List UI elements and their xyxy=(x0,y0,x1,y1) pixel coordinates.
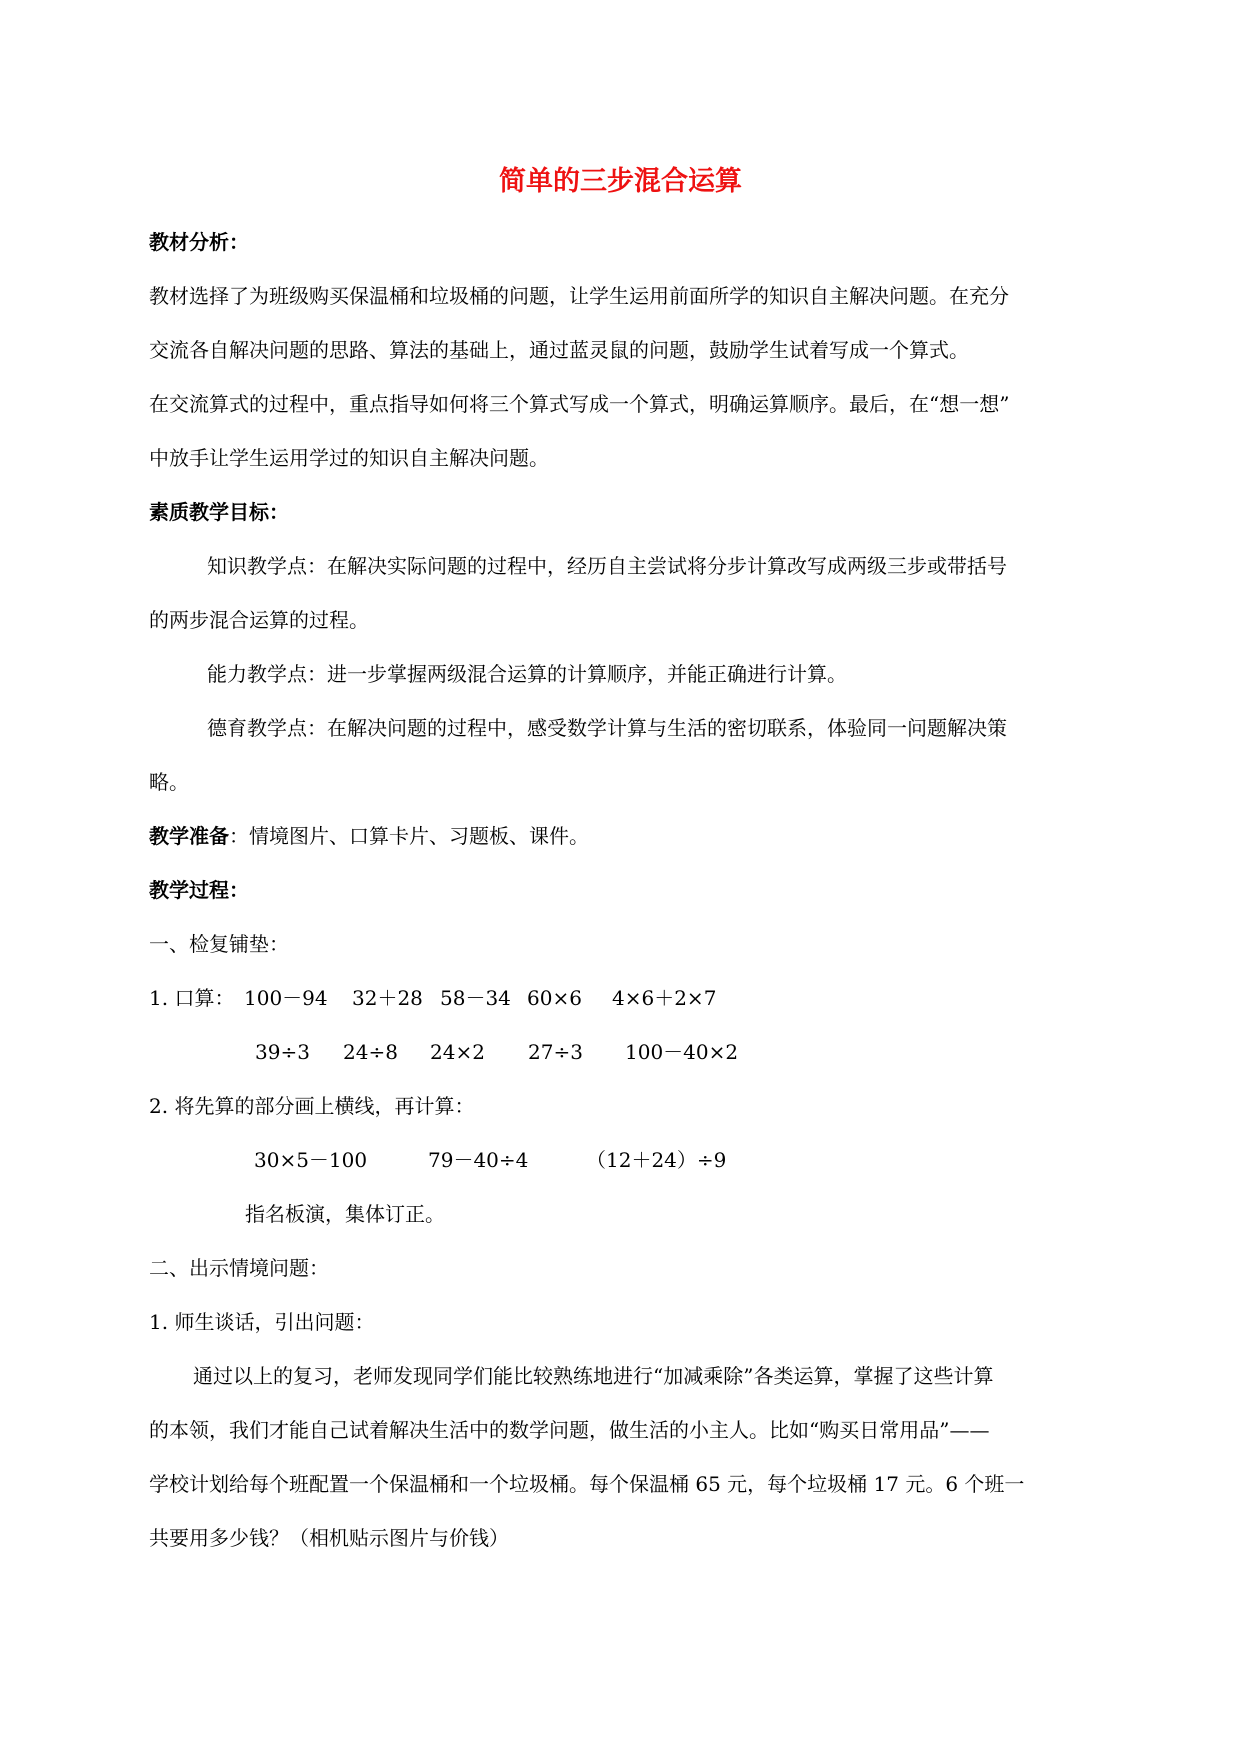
oral-calc-label: 1. 口算： xyxy=(149,986,235,1010)
process-heading: 教学过程： xyxy=(149,878,249,902)
math-expression: 27÷3 xyxy=(528,1040,583,1064)
prep-text: ：情境图片、口算卡片、习题板、课件。 xyxy=(229,824,589,848)
dialogue-label: 1. 师生谈话，引出问题： xyxy=(149,1310,375,1334)
goal-moral-line: 德育教学点：在解决问题的过程中，感受数学计算与生活的密切联系，体验同一问题解决策 xyxy=(207,716,1007,740)
paragraph-line: 共要用多少钱？（相机贴示图片与价钱） xyxy=(149,1526,509,1550)
underline-task-label: 2. 将先算的部分画上横线，再计算： xyxy=(149,1094,475,1118)
math-expression: 39÷3 xyxy=(255,1040,310,1064)
section-1-heading: 一、检复铺垫： xyxy=(149,932,289,956)
math-expression: 100－40×2 xyxy=(625,1040,739,1064)
prep-label: 教学准备 xyxy=(149,824,229,848)
prep-line xyxy=(149,822,589,850)
goal-moral-line: 略。 xyxy=(149,770,189,794)
board-note: 指名板演，集体订正。 xyxy=(245,1202,445,1226)
math-expression: 79－40÷4 xyxy=(428,1148,529,1172)
analysis-line: 交流各自解决问题的思路、算法的基础上，通过蓝灵鼠的问题，鼓励学生试着写成一个算式。 xyxy=(149,338,969,362)
math-expression: 30×5－100 xyxy=(254,1148,368,1172)
math-expression: 24÷8 xyxy=(343,1040,398,1064)
goal-knowledge-line: 的两步混合运算的过程。 xyxy=(149,608,369,632)
analysis-heading: 教材分析： xyxy=(149,230,249,254)
math-expression: 4×6＋2×7 xyxy=(612,986,717,1010)
analysis-line: 在交流算式的过程中，重点指导如何将三个算式写成一个算式，明确运算顺序。最后，在“想一想” xyxy=(149,392,1010,416)
math-expression: （12＋24）÷9 xyxy=(586,1148,727,1172)
analysis-line: 教材选择了为班级购买保温桶和垃圾桶的问题，让学生运用前面所学的知识自主解决问题。在充分 xyxy=(149,284,1009,308)
math-expression: 24×2 xyxy=(430,1040,485,1064)
math-expression: 58－34 xyxy=(440,986,511,1010)
paragraph-line: 通过以上的复习，老师发现同学们能比较熟练地进行“加减乘除”各类运算，掌握了这些计算 xyxy=(193,1364,994,1388)
goal-ability: 能力教学点：进一步掌握两级混合运算的计算顺序，并能正确进行计算。 xyxy=(207,662,847,686)
paragraph-line: 学校计划给每个班配置一个保温桶和一个垃圾桶。每个保温桶 65 元，每个垃圾桶 17 元。6 个班一 xyxy=(149,1472,1025,1496)
goal-knowledge-line: 知识教学点：在解决实际问题的过程中，经历自主尝试将分步计算改写成两级三步或带括号 xyxy=(207,554,1007,578)
math-expression: 32＋28 xyxy=(352,986,423,1010)
section-2-heading: 二、出示情境问题： xyxy=(149,1256,329,1280)
analysis-line: 中放手让学生运用学过的知识自主解决问题。 xyxy=(149,446,549,470)
math-expression: 100－94 xyxy=(244,986,328,1010)
paragraph-line: 的本领，我们才能自己试着解决生活中的数学问题，做生活的小主人。比如“购买日常用品”—— xyxy=(149,1418,990,1442)
document-title: 简单的三步混合运算 xyxy=(499,166,742,197)
goals-heading: 素质教学目标： xyxy=(149,500,289,524)
math-expression: 60×6 xyxy=(527,986,582,1010)
